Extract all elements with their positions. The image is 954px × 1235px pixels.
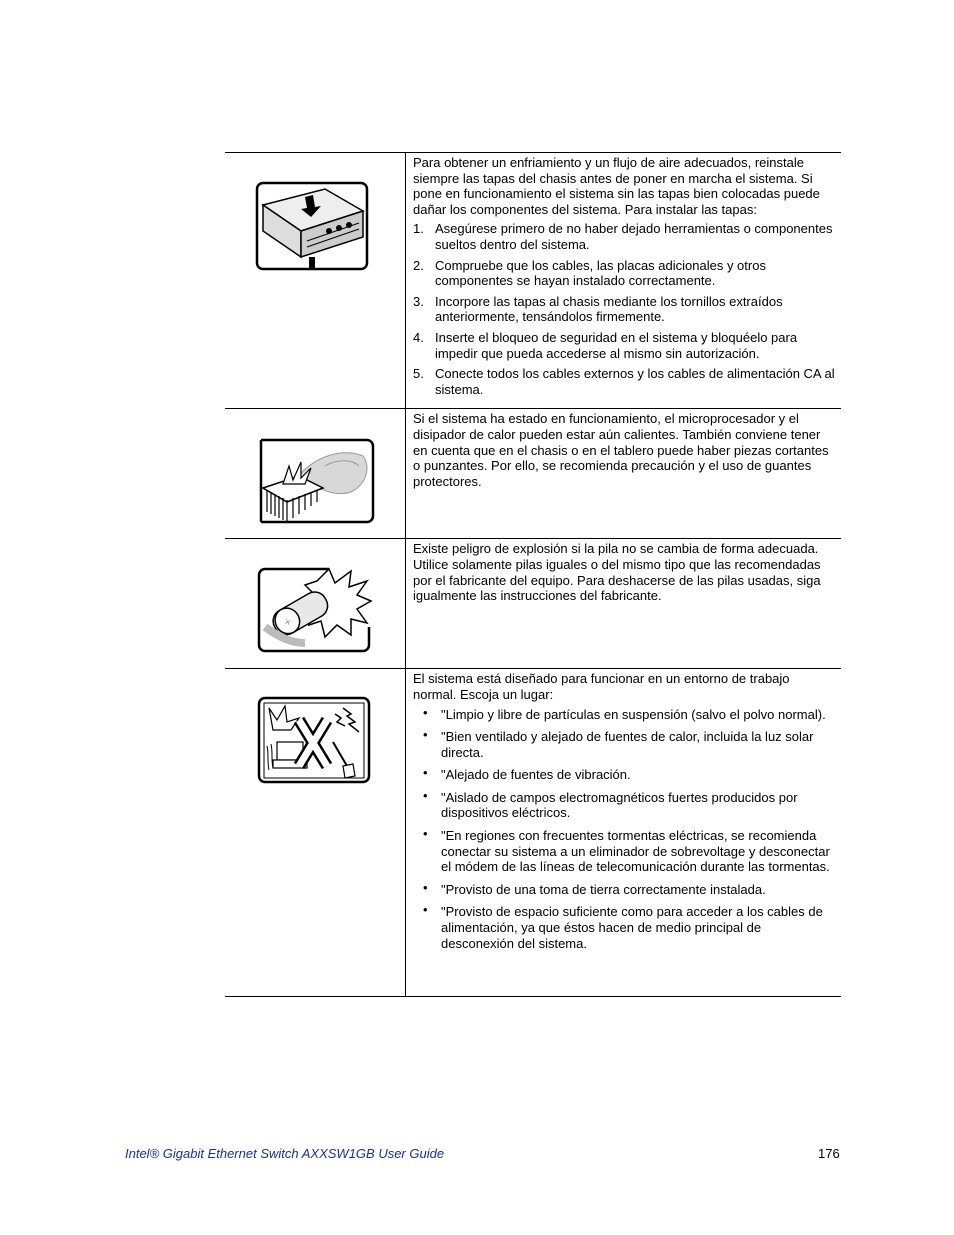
bullet-text: "Bien ventilado y alejado de fuentes de calor, incluida la luz solar directa.	[441, 729, 814, 760]
list-item	[413, 258, 835, 289]
step-number: 2.	[413, 257, 424, 273]
list-item	[413, 330, 835, 361]
table-row	[225, 153, 841, 409]
table-row	[225, 669, 841, 997]
server-chassis-cover-icon	[255, 181, 371, 273]
step-number: 3.	[413, 293, 424, 309]
list-item	[413, 828, 835, 875]
list-item	[413, 767, 835, 783]
step-text: Conecte todos los cables externos y los cables de alimentación CA al sistema.	[435, 366, 835, 397]
bullet-glyph: •	[423, 787, 428, 803]
icon-cell	[225, 409, 406, 539]
bullet-glyph: •	[423, 902, 428, 918]
section-paragraph: Existe peligro de explosión si la pila no se cambia de forma adecuada. Utilice solamente pilas iguales o del mismo tipo que las recomendadas por el fabricante del equipo. Para deshacerse de las pilas usadas, siga igualmente las instrucciones del fabricante.	[413, 541, 821, 604]
bullet-text: "Provisto de una toma de tierra correctamente instalada.	[441, 881, 766, 897]
text-cell	[406, 153, 842, 409]
bullet-text: "Limpio y libre de partículas en suspensión (salvo el polvo normal).	[441, 706, 826, 722]
step-number: 4.	[413, 329, 424, 345]
bullet-glyph: •	[423, 826, 428, 842]
bullet-glyph: •	[423, 727, 428, 743]
list-item	[413, 221, 835, 252]
environment-hazards-icon	[255, 696, 373, 786]
text-cell	[406, 539, 842, 669]
list-item	[413, 704, 835, 723]
bullet-list	[413, 704, 835, 952]
step-text: Incorpore las tapas al chasis mediante los tornillos extraídos anteriormente, tensándolos firmemente.	[435, 293, 783, 325]
bullet-text: "Alejado de fuentes de vibración.	[441, 767, 631, 783]
step-text: Asegúrese primero de no haber dejado herramientas o componentes sueltos dentro del sistema.	[435, 221, 833, 252]
section-paragraph: Si el sistema ha estado en funcionamiento, el microprocesador y el disipador de calor pueden estar aún calientes. También conviene tener en cuenta que en el chasis o en el tablero puede haber piezas cortantes o punzantes. Por ello, se recomienda precaución y el uso de guantes protectores.	[413, 411, 829, 489]
text-cell	[406, 409, 842, 539]
list-item	[413, 294, 835, 325]
table-row	[225, 539, 841, 669]
bullet-glyph: •	[423, 879, 428, 895]
bullet-text: "Provisto de espacio suficiente como para acceder a los cables de alimentación, ya que éstos hacen de medio principal de desconexión del sistema.	[441, 904, 823, 951]
icon-cell	[225, 153, 406, 409]
text-cell	[406, 669, 842, 997]
list-item	[413, 879, 835, 898]
list-item	[413, 904, 835, 951]
table-row	[225, 409, 841, 539]
step-text: Inserte el bloqueo de seguridad en el sistema y bloquéelo para impedir que pueda accederse al mismo sin autorización.	[435, 329, 798, 361]
hot-heatsink-hand-icon	[255, 436, 375, 526]
steps-list	[413, 221, 835, 397]
battery-explosion-icon	[255, 565, 373, 657]
step-number: 1.	[413, 221, 424, 237]
section-paragraph: Para obtener un enfriamiento y un flujo de aire adecuados, reinstale siempre las tapas del chasis antes de poner en marcha el sistema. Si pone en funcionamiento el sistema sin las tapas bien colocadas puede dañar los componentes del sistema. Para instalar las tapas:	[413, 155, 820, 217]
list-item	[413, 729, 835, 760]
section-paragraph: El sistema está diseñado para funcionar en un entorno de trabajo normal. Escoja un lugar:	[413, 671, 790, 702]
bullet-glyph: •	[423, 704, 428, 720]
list-item	[413, 366, 835, 397]
bullet-text: "En regiones con frecuentes tormentas eléctricas, se recomienda conectar su sistema a un eliminador de sobrevoltage y desconectar el módem de las líneas de telecomunicación durante las tormentas.	[441, 828, 830, 875]
icon-cell	[225, 669, 406, 997]
step-number: 5.	[413, 366, 424, 382]
safety-table	[225, 152, 841, 997]
list-item	[413, 787, 835, 821]
footer-document-title: Intel® Gigabit Ethernet Switch AXXSW1GB User Guide	[125, 1146, 445, 1161]
footer-page-number: 176	[818, 1146, 840, 1161]
bullet-glyph: •	[423, 765, 428, 781]
svg-text:+: +	[282, 616, 294, 630]
bullet-text: "Aislado de campos electromagnéticos fuertes producidos por dispositivos eléctricos.	[441, 789, 798, 821]
step-text: Compruebe que los cables, las placas adicionales y otros componentes se hayan instalado correctamente.	[435, 257, 766, 289]
icon-cell	[225, 539, 406, 669]
